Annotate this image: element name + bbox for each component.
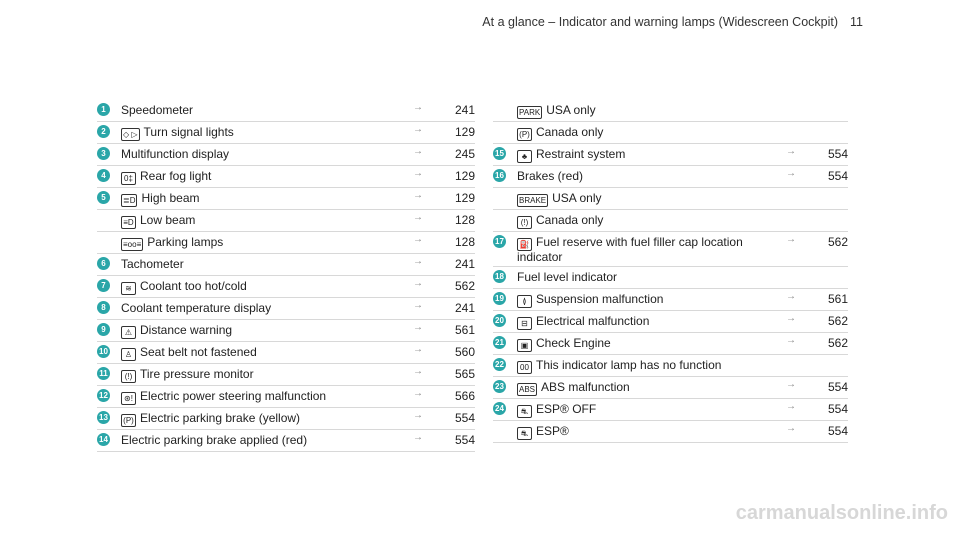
row-label: Restraint system bbox=[536, 147, 626, 161]
row-label-wrap bbox=[517, 355, 758, 375]
page-ref[interactable]: 562 bbox=[454, 279, 475, 293]
table-row bbox=[97, 320, 475, 342]
table-row bbox=[493, 232, 848, 267]
watermark: carmanualsonline.info bbox=[735, 502, 948, 524]
row-label: ABS malfunction bbox=[541, 380, 630, 394]
table-row bbox=[493, 289, 848, 311]
page-ref[interactable]: 562 bbox=[827, 314, 848, 328]
arrow-icon: → bbox=[786, 291, 796, 302]
table-row bbox=[493, 188, 848, 210]
row-label-wrap bbox=[517, 210, 758, 230]
row-label-wrap bbox=[517, 399, 758, 419]
row-label-wrap bbox=[517, 421, 758, 441]
page-ref[interactable]: 566 bbox=[454, 389, 475, 403]
row-label-wrap bbox=[517, 122, 758, 142]
row-label-wrap bbox=[121, 364, 385, 384]
arrow-icon: → bbox=[413, 410, 423, 421]
row-number: 17 bbox=[493, 235, 506, 248]
row-label: Canada only bbox=[536, 125, 604, 139]
restraint-system-icon: ♣ bbox=[517, 150, 532, 163]
arrow-icon: → bbox=[786, 423, 796, 434]
table-row bbox=[493, 311, 848, 333]
left-table bbox=[97, 100, 475, 452]
page-ref[interactable]: 129 bbox=[454, 169, 475, 183]
table-row bbox=[97, 408, 475, 430]
page-ref[interactable]: 129 bbox=[454, 125, 475, 139]
page-number: 11 bbox=[850, 15, 863, 29]
row-number: 12 bbox=[97, 389, 110, 402]
abs-icon: ABS bbox=[519, 385, 536, 394]
row-label-wrap bbox=[121, 144, 385, 164]
arrow-icon: → bbox=[413, 300, 423, 311]
row-label: ESP® OFF bbox=[536, 402, 597, 416]
row-number: 4 bbox=[97, 169, 110, 182]
row-label: Low beam bbox=[140, 213, 196, 227]
table-row bbox=[97, 144, 475, 166]
table-row bbox=[493, 122, 848, 144]
table-row bbox=[493, 210, 848, 232]
row-label-wrap bbox=[121, 276, 385, 296]
row-number: 7 bbox=[97, 279, 110, 292]
page-ref[interactable]: 128 bbox=[454, 213, 475, 227]
row-number: 16 bbox=[493, 169, 506, 182]
row-number: 22 bbox=[493, 358, 506, 371]
turn-signal-icon: ◇ ▷ bbox=[123, 130, 138, 139]
row-label: Rear fog light bbox=[140, 169, 212, 183]
arrow-icon: → bbox=[413, 212, 423, 223]
arrow-icon: → bbox=[413, 234, 423, 245]
row-number: 24 bbox=[493, 402, 506, 415]
row-number: 6 bbox=[97, 257, 110, 270]
row-label: Electric parking brake applied (red) bbox=[121, 433, 308, 447]
arrow-icon: → bbox=[413, 168, 423, 179]
row-label: Tachometer bbox=[121, 257, 184, 271]
row-label-wrap bbox=[121, 386, 385, 406]
low-beam-icon: ≡D bbox=[121, 216, 136, 229]
page-ref[interactable]: 554 bbox=[827, 402, 848, 416]
row-number: 14 bbox=[97, 433, 110, 446]
table-row bbox=[493, 399, 848, 421]
page-ref[interactable]: 129 bbox=[454, 191, 475, 205]
row-label: Electric power steering malfunction bbox=[140, 389, 327, 403]
page-ref[interactable]: 561 bbox=[827, 292, 848, 306]
row-number: 19 bbox=[493, 292, 506, 305]
row-number: 23 bbox=[493, 380, 506, 393]
table-row bbox=[97, 430, 475, 452]
table-row bbox=[493, 100, 848, 122]
page-ref[interactable]: 241 bbox=[454, 103, 475, 117]
row-label-wrap bbox=[121, 100, 385, 120]
distance-warning-icon: ⚠ bbox=[121, 326, 136, 339]
page-ref[interactable]: 562 bbox=[827, 336, 848, 350]
row-label: Coolant temperature display bbox=[121, 301, 272, 315]
table-row bbox=[97, 364, 475, 386]
row-label-wrap bbox=[517, 166, 758, 186]
tire-pressure-icon: (!) bbox=[121, 370, 136, 383]
table-row bbox=[493, 144, 848, 166]
arrow-icon: → bbox=[786, 379, 796, 390]
page-ref[interactable]: 554 bbox=[827, 424, 848, 438]
arrow-icon: → bbox=[786, 234, 796, 245]
page-ref[interactable]: 554 bbox=[827, 169, 848, 183]
fuel-reserve-icon: ⛽ bbox=[517, 238, 532, 251]
row-number: 15 bbox=[493, 147, 506, 160]
row-label: Distance warning bbox=[140, 323, 233, 337]
row-number: 3 bbox=[97, 147, 110, 160]
page-ref[interactable]: 554 bbox=[454, 411, 475, 425]
row-label-wrap bbox=[517, 267, 758, 287]
row-label-wrap bbox=[121, 254, 385, 274]
row-number: 5 bbox=[97, 191, 110, 204]
page-ref[interactable]: 245 bbox=[454, 147, 475, 161]
high-beam-icon: ≣D bbox=[123, 196, 136, 205]
glow-plug-icon: 00 bbox=[517, 361, 532, 374]
row-label: Brakes (red) bbox=[517, 169, 584, 183]
page-ref[interactable]: 554 bbox=[827, 147, 848, 161]
row-label-wrap bbox=[517, 333, 758, 353]
row-label: Electrical malfunction bbox=[536, 314, 650, 328]
page-ref[interactable]: 554 bbox=[827, 380, 848, 394]
row-label-wrap bbox=[517, 311, 758, 331]
rear-fog-light-icon: 0‡ bbox=[121, 172, 136, 185]
table-row bbox=[97, 210, 475, 232]
table-row bbox=[493, 421, 848, 443]
table-row bbox=[97, 100, 475, 122]
arrow-icon: → bbox=[786, 146, 796, 157]
parking-lamps-icon: ≡oo≡ bbox=[123, 240, 142, 249]
right-table bbox=[493, 100, 848, 443]
seat-belt-icon: ♙ bbox=[121, 348, 136, 361]
table-row bbox=[493, 166, 848, 188]
parking-brake-icon: (P) bbox=[517, 128, 532, 141]
table-row bbox=[493, 355, 848, 377]
arrow-icon: → bbox=[413, 190, 423, 201]
row-number: 18 bbox=[493, 270, 506, 283]
battery-icon: ⊟ bbox=[517, 317, 532, 330]
row-label-wrap bbox=[121, 298, 385, 318]
arrow-icon: → bbox=[413, 366, 423, 377]
esp-off-icon: ⛐ bbox=[517, 405, 532, 418]
row-label-wrap bbox=[121, 232, 385, 252]
row-label-wrap bbox=[121, 430, 385, 450]
brake-icon: BRAKE bbox=[519, 196, 547, 205]
row-number: 1 bbox=[97, 103, 110, 116]
row-label: USA only bbox=[552, 191, 602, 205]
arrow-icon: → bbox=[413, 322, 423, 333]
row-label-wrap bbox=[517, 100, 758, 120]
table-row bbox=[97, 166, 475, 188]
row-label-wrap bbox=[121, 342, 385, 362]
row-number: 13 bbox=[97, 411, 110, 424]
table-row bbox=[97, 254, 475, 276]
row-label: Fuel reserve with fuel filler cap location indicator bbox=[517, 235, 743, 264]
table-row bbox=[493, 267, 848, 289]
check-engine-icon: ▣ bbox=[517, 339, 532, 352]
brake-warning-icon: (!) bbox=[517, 216, 532, 229]
row-label-wrap bbox=[121, 320, 385, 340]
page-ref[interactable]: 241 bbox=[454, 301, 475, 315]
row-label-wrap bbox=[517, 232, 758, 264]
arrow-icon: → bbox=[413, 344, 423, 355]
suspension-icon: ≬ bbox=[517, 295, 532, 308]
row-number: 2 bbox=[97, 125, 110, 138]
table-row bbox=[493, 377, 848, 399]
row-label: Parking lamps bbox=[147, 235, 224, 249]
park-icon: PARK bbox=[519, 108, 541, 117]
parking-brake-icon: (P) bbox=[121, 414, 136, 427]
row-label: Multifunction display bbox=[121, 147, 230, 161]
coolant-icon: ≋ bbox=[121, 282, 136, 295]
row-label: Fuel level indicator bbox=[517, 270, 618, 284]
row-label: USA only bbox=[546, 103, 596, 117]
arrow-icon: → bbox=[786, 168, 796, 179]
table-row bbox=[97, 122, 475, 144]
row-label-wrap bbox=[121, 122, 385, 142]
row-label: Seat belt not fastened bbox=[140, 345, 257, 359]
arrow-icon: → bbox=[413, 278, 423, 289]
arrow-icon: → bbox=[413, 146, 423, 157]
row-label: Coolant too hot/cold bbox=[140, 279, 247, 293]
esp-icon: ⛐ bbox=[517, 427, 532, 440]
arrow-icon: → bbox=[786, 335, 796, 346]
row-number: 9 bbox=[97, 323, 110, 336]
arrow-icon: → bbox=[413, 256, 423, 267]
row-label-wrap bbox=[517, 144, 758, 164]
row-label-wrap bbox=[121, 210, 385, 230]
row-label: Turn signal lights bbox=[143, 125, 234, 139]
page-ref[interactable]: 554 bbox=[454, 433, 475, 447]
table-row bbox=[97, 188, 475, 210]
header-title: At a glance – Indicator and warning lamps (Widescreen Cockpit) bbox=[482, 15, 839, 29]
row-label: This indicator lamp has no function bbox=[536, 358, 722, 372]
table-row bbox=[97, 298, 475, 320]
power-steering-icon: ⊛! bbox=[121, 392, 136, 405]
row-label-wrap bbox=[517, 377, 758, 397]
row-label: Canada only bbox=[536, 213, 604, 227]
row-label-wrap bbox=[121, 408, 385, 428]
row-number: 21 bbox=[493, 336, 506, 349]
row-number: 8 bbox=[97, 301, 110, 314]
row-label: Check Engine bbox=[536, 336, 611, 350]
arrow-icon: → bbox=[413, 432, 423, 443]
row-number: 10 bbox=[97, 345, 110, 358]
row-label: ESP® bbox=[536, 424, 569, 438]
page-ref[interactable]: 565 bbox=[454, 367, 475, 381]
arrow-icon: → bbox=[786, 313, 796, 324]
row-label: Suspension malfunction bbox=[536, 292, 664, 306]
row-label: Speedometer bbox=[121, 103, 194, 117]
arrow-icon: → bbox=[413, 102, 423, 113]
row-number: 20 bbox=[493, 314, 506, 327]
row-label-wrap bbox=[121, 166, 385, 186]
table-row bbox=[97, 232, 475, 254]
table-row bbox=[97, 342, 475, 364]
table-row bbox=[97, 386, 475, 408]
page-header bbox=[482, 15, 863, 29]
table-row bbox=[493, 333, 848, 355]
page-ref[interactable]: 561 bbox=[454, 323, 475, 337]
row-label: High beam bbox=[141, 191, 200, 205]
row-label-wrap bbox=[517, 289, 758, 309]
page-ref[interactable]: 241 bbox=[454, 257, 475, 271]
page-ref[interactable]: 562 bbox=[827, 235, 848, 249]
row-label-wrap bbox=[517, 188, 758, 208]
row-number: 11 bbox=[97, 367, 110, 380]
arrow-icon: → bbox=[413, 124, 423, 135]
row-label: Electric parking brake (yellow) bbox=[140, 411, 301, 425]
table-row bbox=[97, 276, 475, 298]
row-label-wrap bbox=[121, 188, 385, 208]
arrow-icon: → bbox=[413, 388, 423, 399]
row-label: Tire pressure monitor bbox=[140, 367, 254, 381]
page-ref[interactable]: 560 bbox=[454, 345, 475, 359]
page-ref[interactable]: 128 bbox=[454, 235, 475, 249]
arrow-icon: → bbox=[786, 401, 796, 412]
